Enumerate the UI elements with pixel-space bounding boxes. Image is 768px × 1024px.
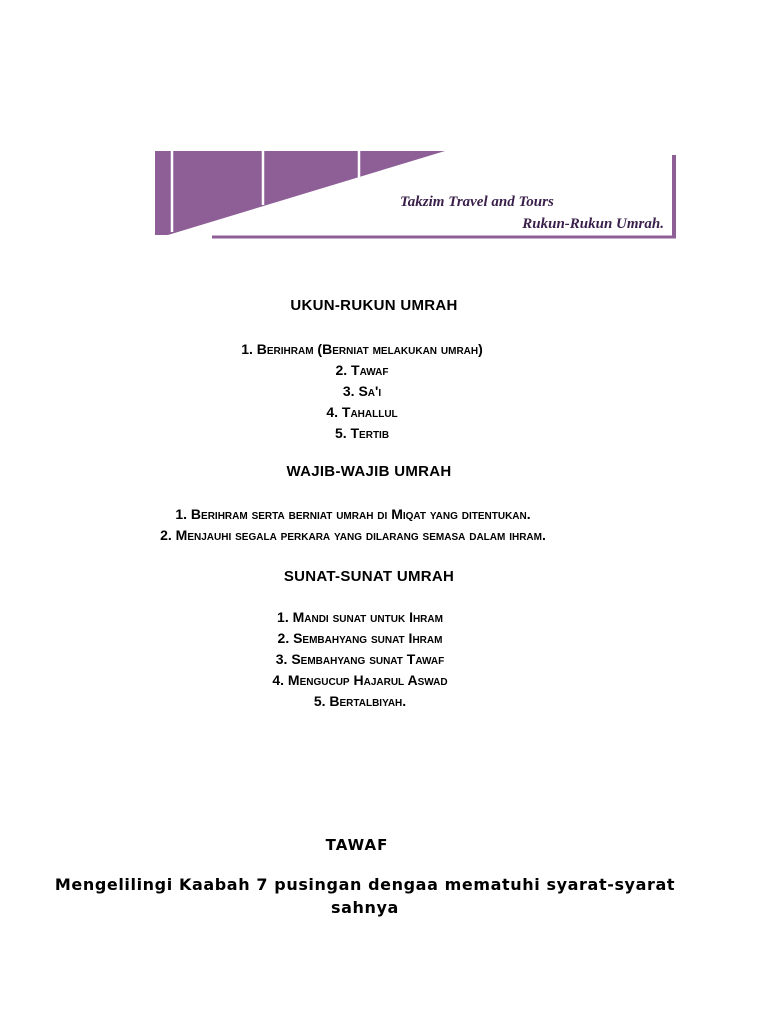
tawaf-heading: TAWAF [325,836,389,854]
wajib-umrah-list [0,504,737,546]
sunat-umrah-list [0,607,744,712]
company-name: Takzim Travel and Tours [400,194,554,210]
list-item: 1. Berihram serta berniat umrah di Miqat yang ditentukan. [175,506,531,522]
list-item: 4. Tahallul [326,404,398,420]
list-item: 3. Sembahyang sunat Tawaf [275,651,445,667]
list-item: 1. Berihram (Berniat melakukan umrah) [241,341,483,357]
list-item: 2. Menjauhi segala perkara yang dilarang semasa dalam ihram. [160,527,546,543]
list-item: 1. Mandi sunat untuk Ihram [277,609,443,625]
rukun-umrah-heading: UKUN-RUKUN UMRAH [290,297,458,314]
list-item: 2. Sembahyang sunat Ihram [277,630,443,646]
wajib-umrah-heading: WAJIB-WAJIB UMRAH [286,463,452,480]
rukun-umrah-list [0,339,746,444]
banner-wedge-shape [155,151,445,235]
list-item: 5. Tertib [334,425,390,441]
list-item: 3. Sa'i [342,383,382,399]
list-item: 5. Bertalbiyah. [313,693,407,709]
tawaf-description: Mengelilingi Kaabah 7 pusingan dengaa mematuhi syarat-syarat sahnya [54,875,676,917]
list-item: 2. Tawaf [335,362,389,378]
list-item: 4. Mengucup Hajarul Aswad [272,672,448,688]
sunat-umrah-heading: SUNAT-SUNAT UMRAH [283,568,455,585]
document-title: Rukun-Rukun Umrah. [522,216,664,232]
